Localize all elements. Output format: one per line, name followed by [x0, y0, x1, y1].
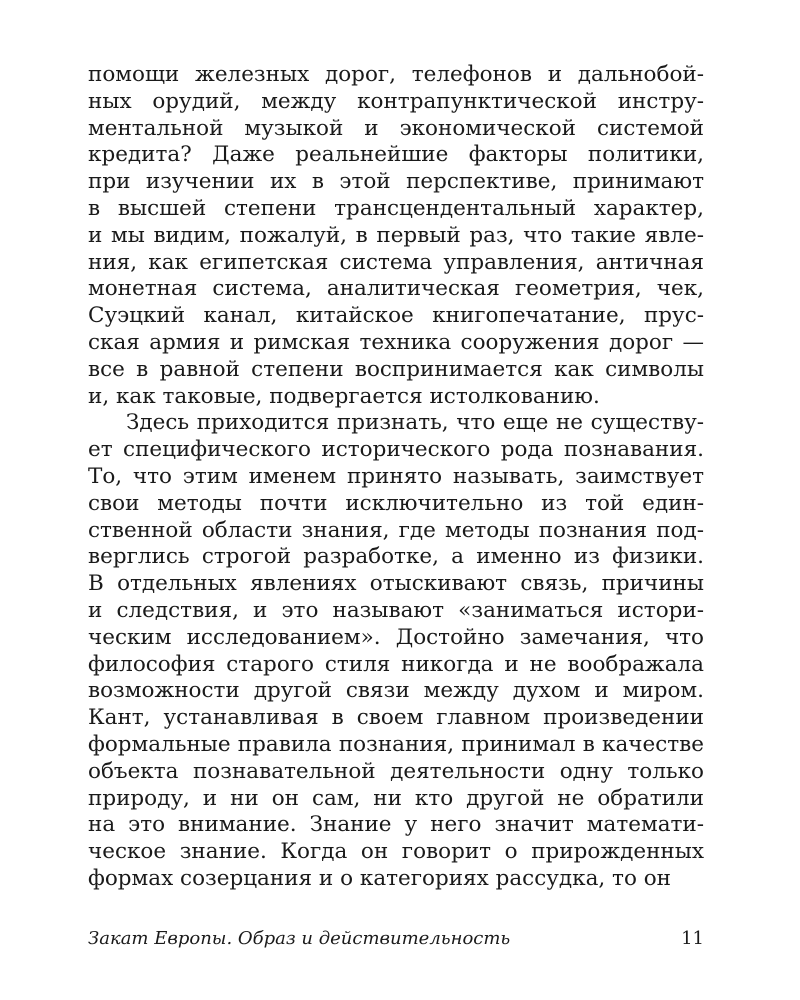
text-line: формальные правила познания, принимал в качестве — [88, 731, 704, 757]
text-line: и, как таковые, подвергается истолкованию. — [88, 383, 600, 409]
text-line: То, что этим именем принято называть, заимствует — [88, 463, 704, 489]
text-line: философия старого стиля никогда и не воображала — [88, 651, 704, 677]
page-number: 11 — [681, 928, 704, 949]
running-title: Закат Европы. Образ и действительность — [88, 928, 511, 949]
text-line: Суэцкий канал, китайское книгопечатание, прус- — [88, 303, 704, 329]
text-line: ская армия и римская техника сооружения дорог — — [88, 329, 704, 355]
page-footer — [88, 926, 704, 952]
text-line: на это внимание. Знание у него значит математи- — [88, 812, 704, 838]
text-line: объекта познавательной деятельности одну только — [88, 758, 704, 784]
text-line: В отдельных явлениях отыскивают связь, причины — [88, 571, 704, 597]
text-line: помощи железных дорог, телефонов и дальнобой- — [88, 62, 704, 87]
text-line: все в равной степени воспринимается как символы — [88, 356, 704, 382]
body-text — [88, 62, 704, 893]
text-line: ственной области знания, где методы познания под- — [88, 517, 704, 543]
text-line: при изучении их в этой перспективе, принимают — [88, 169, 704, 195]
text-line: кредита? Даже реальнейшие факторы политики, — [88, 142, 704, 168]
text-line: ных орудий, между контрапунктической инстру- — [88, 88, 704, 114]
text-line: в высшей степени трансцендентальный характер, — [88, 195, 704, 221]
text-line: монетная система, аналитическая геометрия, чек, — [88, 276, 704, 302]
text-line: природу, и ни он сам, ни кто другой не обратили — [88, 785, 704, 811]
text-line: ментальной музыкой и экономической системой — [88, 115, 704, 141]
text-line: и мы видим, пожалуй, в первый раз, что такие явле- — [88, 222, 704, 248]
text-line: ет специфического исторического рода познавания. — [88, 437, 704, 463]
text-line: верглись строгой разработке, а именно из физики. — [88, 544, 704, 570]
text-line: формах созерцания и о категориях рассудка, то он — [88, 865, 671, 891]
text-line: и следствия, и это называют «заниматься истори- — [88, 597, 704, 623]
text-line: ческим исследованием». Достойно замечания, что — [88, 624, 704, 650]
text-line: Здесь приходится признать, что еще не существу- — [126, 410, 704, 436]
text-line: ческое знание. Когда он говорит о прирожденных — [88, 839, 704, 865]
text-line: свои методы почти исключительно из той един- — [88, 490, 704, 516]
text-line: ния, как египетская система управления, античная — [88, 249, 704, 275]
text-line: возможности другой связи между духом и миром. — [88, 678, 704, 704]
text-line: Кант, устанавливая в своем главном произведении — [88, 705, 704, 731]
